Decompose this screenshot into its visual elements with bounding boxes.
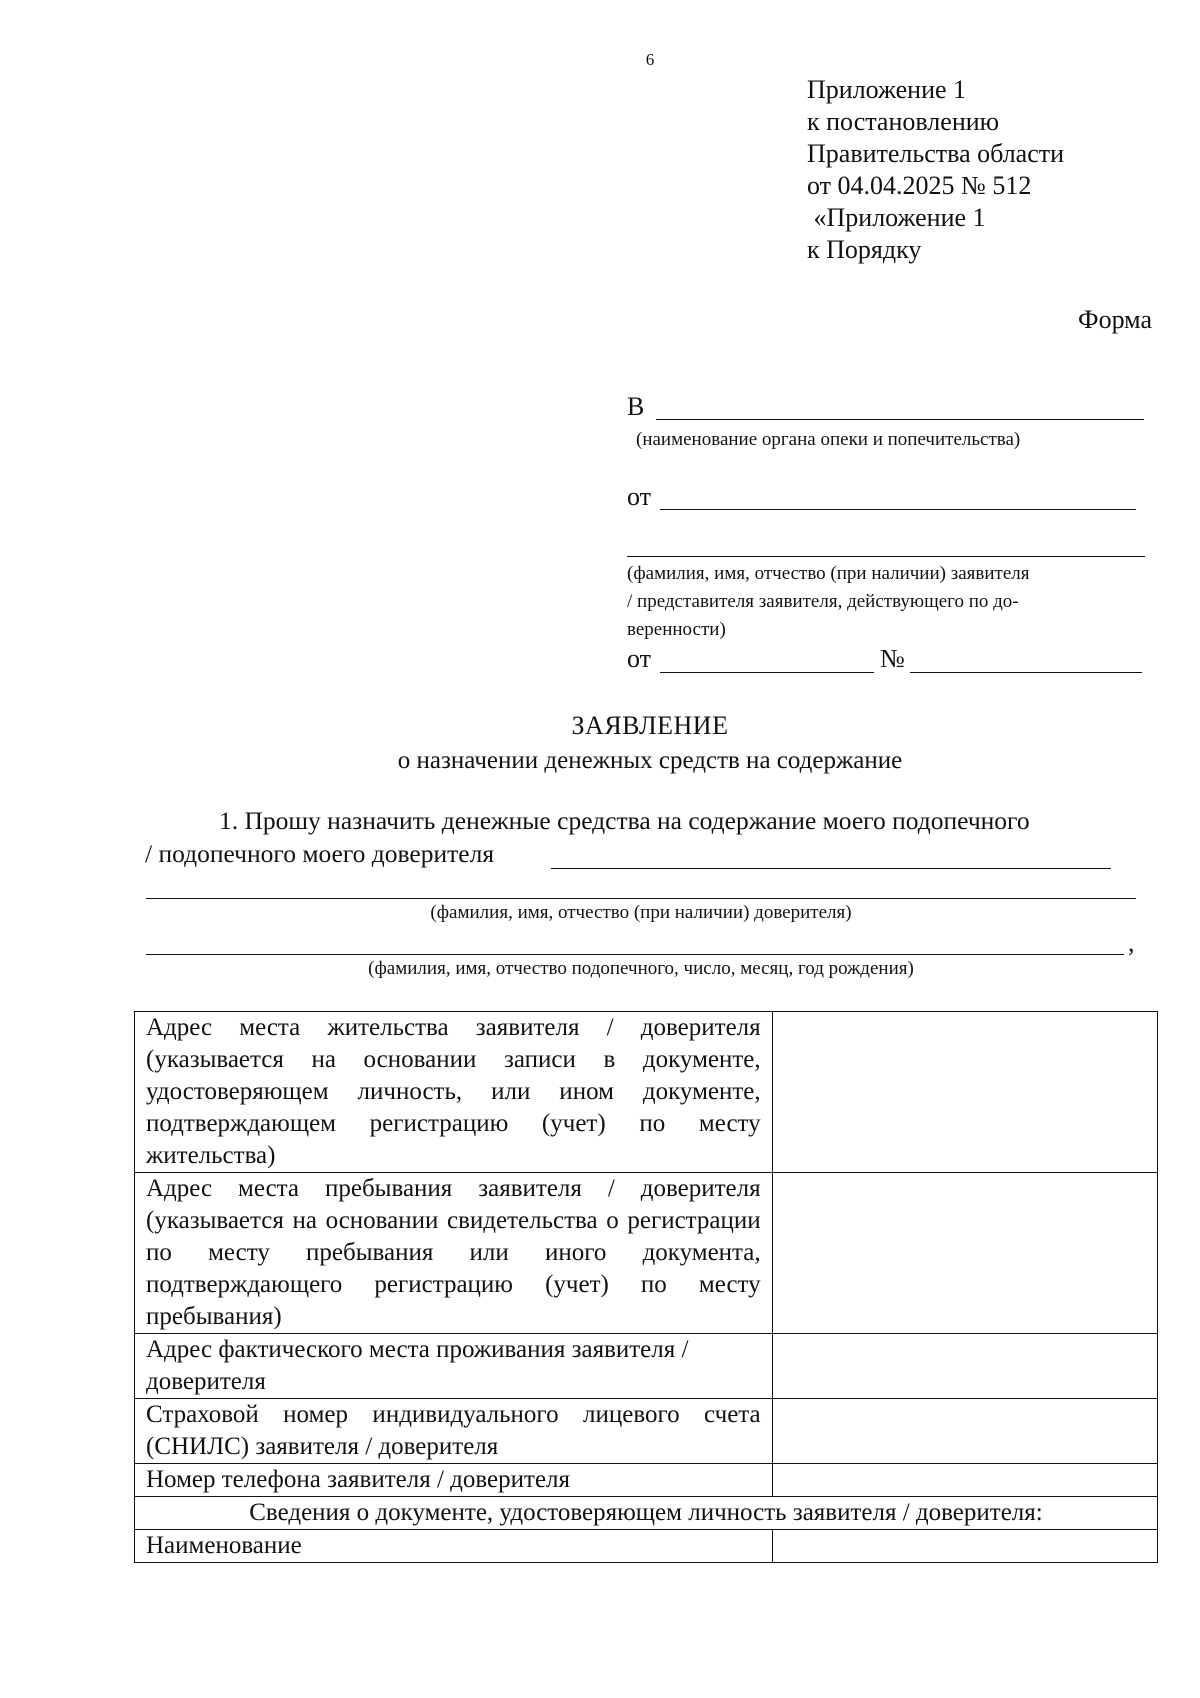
date-prefix: от — [627, 644, 652, 673]
appendix-line: «Приложение 1 — [807, 203, 986, 232]
ward-field-line[interactable] — [551, 868, 1111, 869]
table-cell-label: Наименование — [135, 1530, 773, 1563]
ward-details-field-line[interactable] — [146, 954, 1124, 955]
appendix-line: к постановлению — [807, 107, 1000, 136]
table-cell-label: Адрес места жительства заявителя / доверителя (указывается на основании записи в документе, удостоверяющем личность, или ином документе, подтверждающем регистрацию (учет) по месту жительства) — [135, 1012, 773, 1173]
to-field-line[interactable] — [656, 419, 1144, 420]
document-title: ЗАЯВЛЕНИЕ — [571, 711, 729, 740]
table-cell-value[interactable] — [772, 1173, 1157, 1334]
table-row — [135, 1173, 1158, 1334]
paragraph-line-2: / подопечного моего доверителя — [145, 839, 495, 868]
to-prefix: В — [627, 392, 645, 421]
appendix-block — [807, 74, 1064, 266]
appendix-line: от 04.04.2025 № 512 — [807, 171, 1032, 200]
to-caption: (наименование органа опеки и попечительства) — [636, 429, 1021, 450]
from-caption-line: (фамилия, имя, отчество (при наличии) заявителя — [627, 563, 1030, 584]
from-field-line[interactable] — [660, 509, 1136, 510]
table-cell-label: Адрес фактического места проживания заявителя / доверителя — [135, 1334, 773, 1399]
ward-details-caption: (фамилия, имя, отчество подопечного, число, месяц, год рождения) — [368, 958, 914, 979]
table-cell-value[interactable] — [772, 1399, 1157, 1464]
table-section-header: Сведения о документе, удостоверяющем личность заявителя / доверителя: — [135, 1497, 1158, 1530]
table-row — [135, 1399, 1158, 1464]
table-row — [135, 1464, 1158, 1497]
from-caption-line: / представителя заявителя, действующего по до- — [627, 591, 1019, 612]
from-field-line-2[interactable] — [627, 556, 1145, 557]
appendix-line: Приложение 1 — [807, 75, 967, 104]
truster-field-line[interactable] — [146, 898, 1136, 899]
appendix-line: к Порядку — [807, 235, 922, 264]
table-cell-label: Адрес места пребывания заявителя / доверителя (указывается на основании свидетельства о регистрации по месту пребывания или иного документа, подтверждающего регистрацию (учет) по месту пребывания) — [135, 1173, 773, 1334]
table-cell-value[interactable] — [772, 1012, 1157, 1173]
from-caption-line: веренности) — [627, 619, 726, 640]
form-label: Форма — [1078, 305, 1152, 334]
table-row — [135, 1530, 1158, 1563]
from-prefix: от — [627, 482, 652, 511]
table-section-row — [135, 1497, 1158, 1530]
table-cell-value[interactable] — [772, 1530, 1157, 1563]
appendix-line: Правительства области — [807, 139, 1065, 168]
table-cell-value[interactable] — [772, 1334, 1157, 1399]
date-field-line[interactable] — [660, 672, 874, 673]
document-subtitle: о назначении денежных средств на содержание — [397, 747, 903, 774]
from-caption — [627, 560, 1030, 644]
truster-caption: (фамилия, имя, отчество (при наличии) доверителя) — [430, 902, 852, 923]
applicant-info-table — [134, 1011, 1158, 1563]
table-row — [135, 1012, 1158, 1173]
table-cell-label: Номер телефона заявителя / доверителя — [135, 1464, 773, 1497]
table-cell-value[interactable] — [772, 1464, 1157, 1497]
table-row — [135, 1334, 1158, 1399]
paragraph-line-1: 1. Прошу назначить денежные средства на содержание моего подопечного — [219, 806, 1030, 835]
number-sign: № — [880, 644, 905, 673]
number-field-line[interactable] — [910, 672, 1142, 673]
trailing-comma: , — [1128, 928, 1135, 957]
table-cell-label: Страховой номер индивидуального лицевого счета (СНИЛС) заявителя / доверителя — [135, 1399, 773, 1464]
page-number: 6 — [645, 50, 655, 69]
